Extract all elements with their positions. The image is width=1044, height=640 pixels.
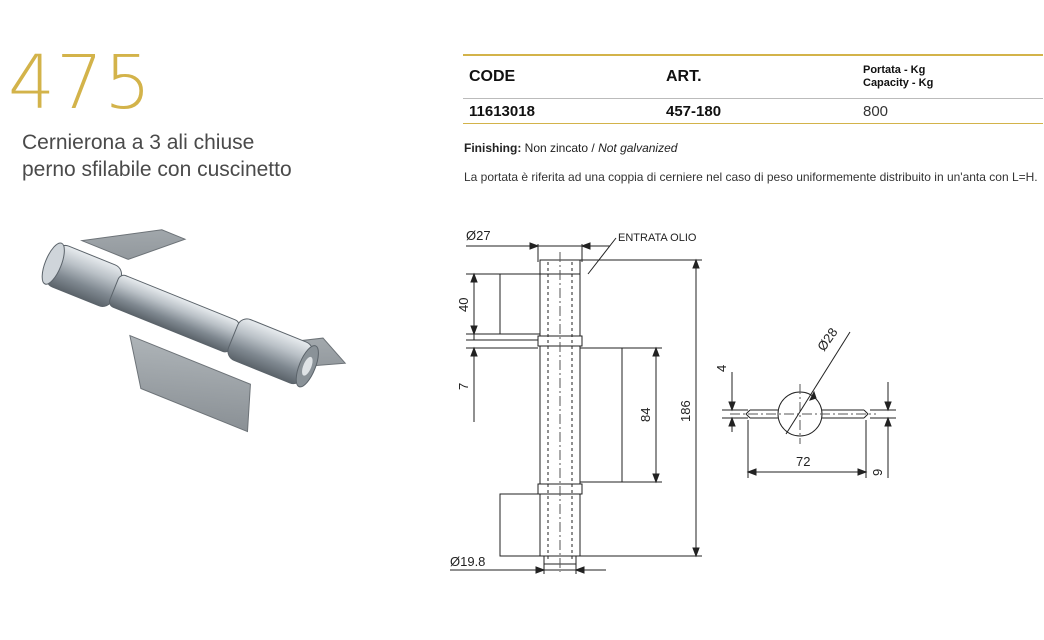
- header-capacity-it: Portata - Kg: [863, 63, 926, 76]
- dim-40: 40: [456, 297, 471, 312]
- oil-entry-label: ENTRATA OLIO: [618, 232, 697, 244]
- finishing-value-en: Not galvanized: [598, 141, 678, 155]
- dim-28: Ø28: [814, 324, 841, 354]
- cell-code: 11613018: [463, 99, 660, 124]
- header-capacity: [857, 55, 1043, 99]
- spec-table-header: [463, 55, 1043, 99]
- cell-art: 457-180: [660, 99, 857, 124]
- cell-capacity: 800: [857, 99, 1043, 124]
- product-subtitle-line2: perno sfilabile con cuscinetto: [22, 158, 292, 181]
- finishing-value-it: Non zincato: [524, 141, 589, 155]
- spec-table: [463, 54, 1043, 124]
- hinge-barrel-middle: [108, 273, 241, 353]
- product-subtitle-line1: Cernierona a 3 ali chiuse: [22, 131, 255, 154]
- header-capacity-en: Capacity - Kg: [863, 77, 934, 89]
- dim-84: 84: [638, 407, 653, 422]
- capacity-note: La portata è riferita ad una coppia di cerniere nel caso di peso uniformemente distribuito in un'anta con L=H.: [464, 170, 1038, 184]
- hinge-product-image: [10, 225, 360, 465]
- dim-4: 4: [714, 364, 729, 372]
- dim-top-diameter: Ø27: [466, 228, 491, 243]
- finishing-label: Finishing:: [464, 141, 522, 155]
- dim-9: 9: [870, 468, 885, 476]
- header-code: CODE: [463, 55, 660, 99]
- dim-72: 72: [796, 454, 811, 469]
- dim-7: 7: [456, 382, 471, 390]
- header-art: ART.: [660, 55, 857, 99]
- dim-bottom-diameter: Ø19.8: [450, 554, 486, 569]
- finishing-line: [464, 141, 677, 155]
- table-row: [463, 99, 1043, 124]
- product-number: 475: [8, 40, 153, 126]
- dim-186: 186: [678, 400, 693, 422]
- technical-drawing: [430, 222, 900, 582]
- finishing-separator: /: [588, 141, 599, 155]
